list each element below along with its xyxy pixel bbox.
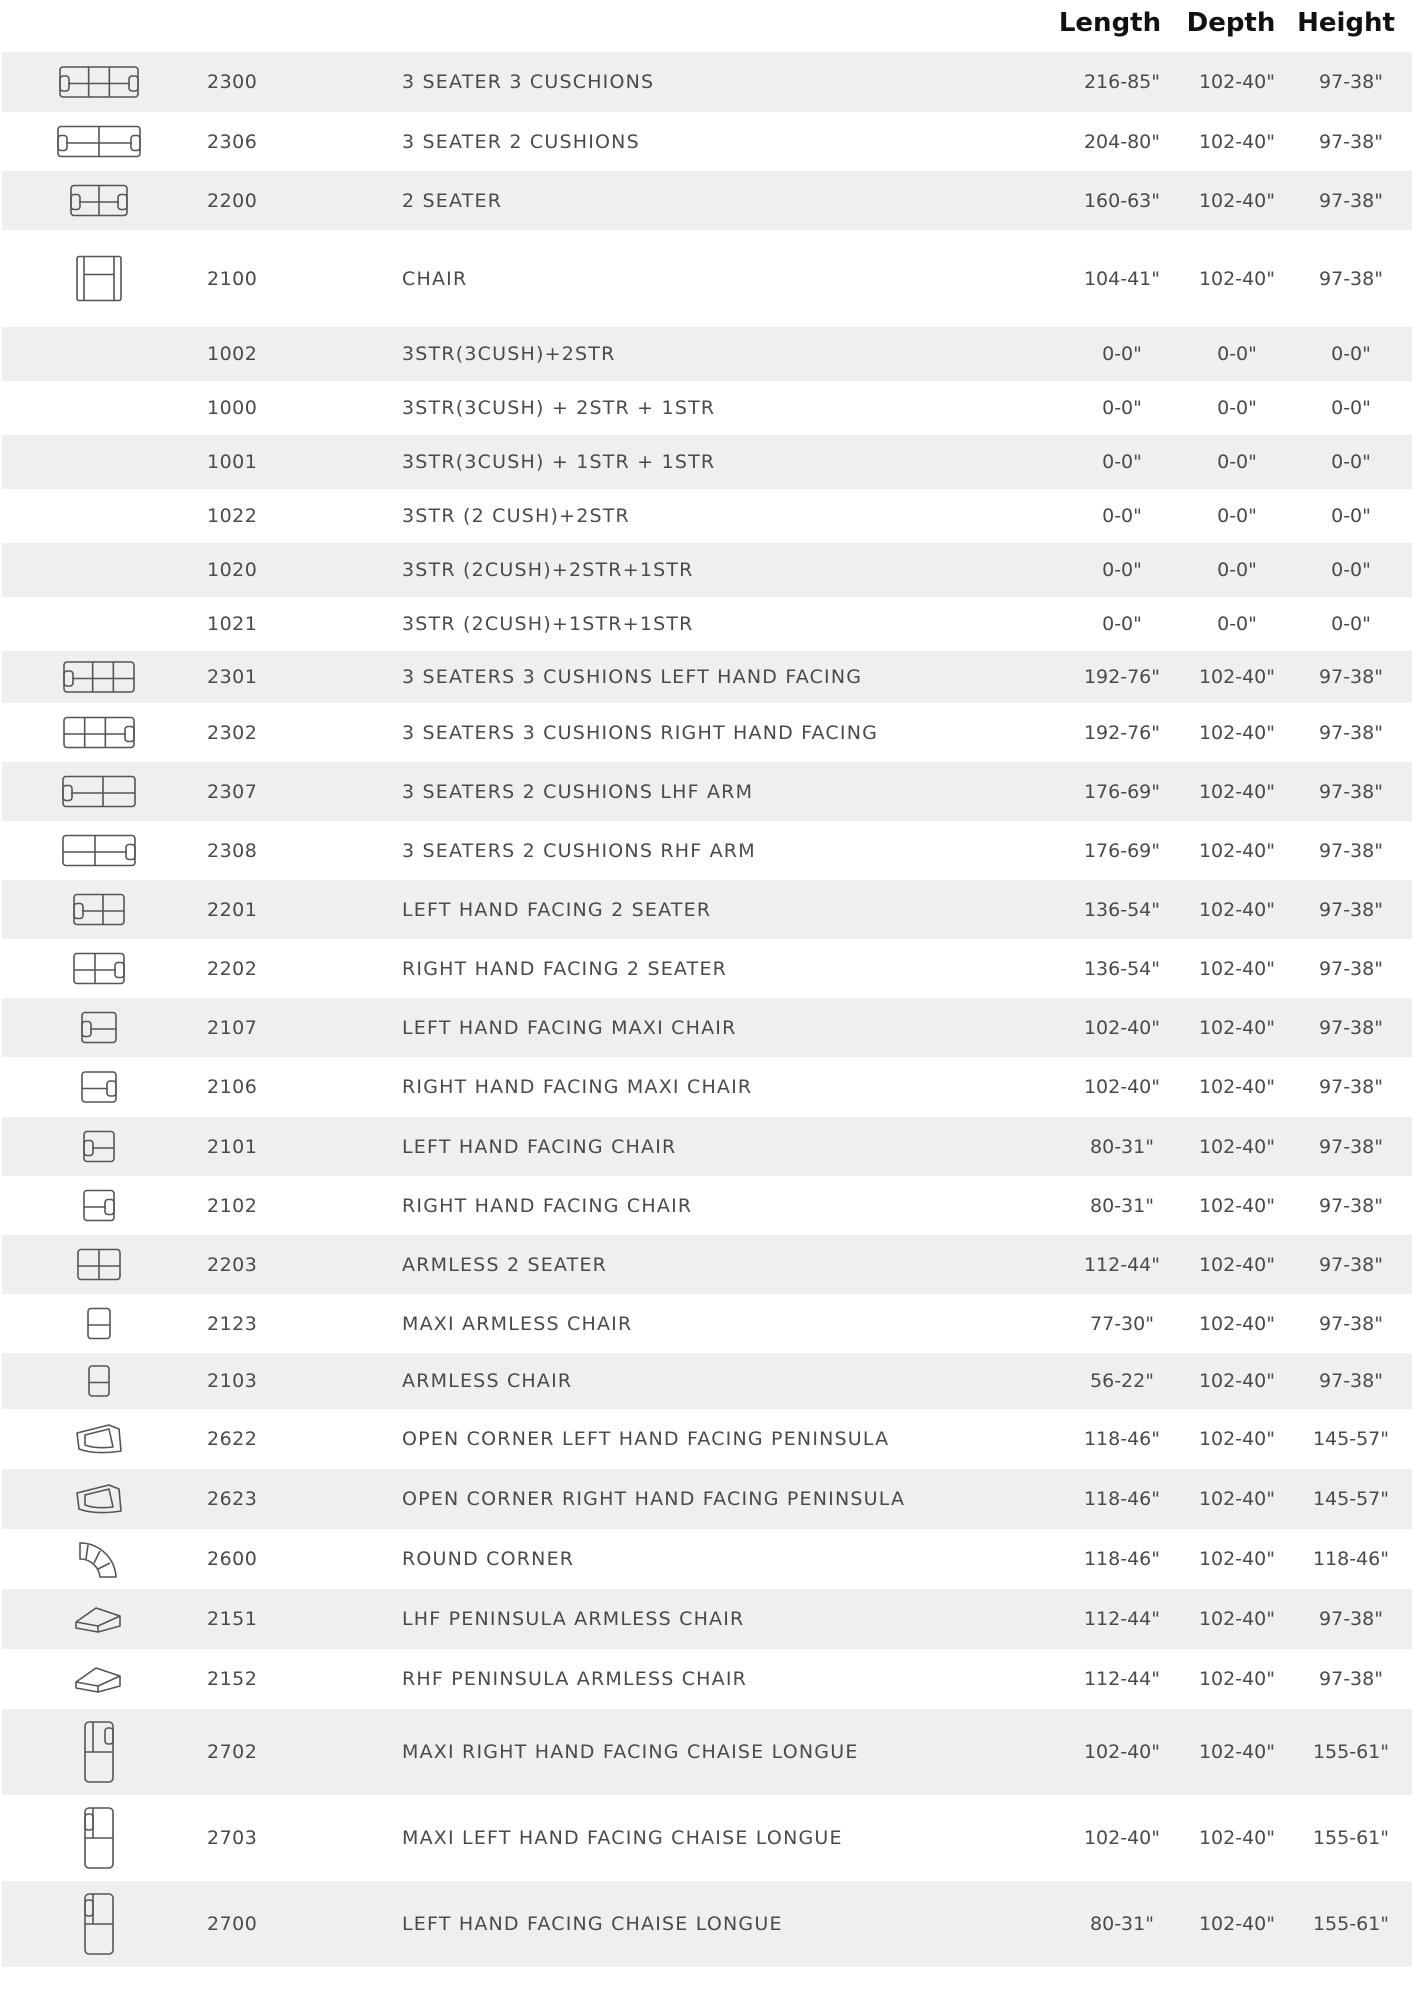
length-value: 80-31" bbox=[1090, 1135, 1154, 1158]
product-code: 1000 bbox=[207, 397, 258, 419]
height-value: 97-38" bbox=[1319, 267, 1383, 290]
product-code: 2151 bbox=[207, 1608, 258, 1630]
product-code: 2703 bbox=[207, 1827, 258, 1849]
chair-rhf-icon bbox=[44, 1176, 154, 1235]
height-value: 0-0" bbox=[1331, 613, 1371, 635]
product-description: 3STR (2 CUSH)+2STR bbox=[402, 505, 630, 527]
height-value: 97-38" bbox=[1319, 1135, 1383, 1158]
depth-value: 102-40" bbox=[1198, 721, 1276, 744]
product-description: 3 SEATERS 3 CUSHIONS RIGHT HAND FACING bbox=[402, 721, 879, 744]
product-code: 2302 bbox=[207, 721, 258, 744]
product-description: RHF PENINSULA ARMLESS CHAIR bbox=[402, 1668, 748, 1690]
armless-chair-icon bbox=[44, 1353, 154, 1409]
length-value: 118-46" bbox=[1083, 1548, 1161, 1570]
maxi-chaise-lhf-icon bbox=[44, 1795, 154, 1881]
chair-lhf-icon bbox=[44, 1117, 154, 1176]
sofa-2cushion-lhf-icon bbox=[44, 762, 154, 821]
table-row bbox=[2, 230, 1412, 327]
product-description: 3STR (2CUSH)+2STR+1STR bbox=[402, 559, 694, 581]
length-value: 112-44" bbox=[1083, 1608, 1161, 1630]
height-value: 97-38" bbox=[1319, 957, 1383, 980]
depth-value: 102-40" bbox=[1198, 1488, 1276, 1510]
height-value: 97-38" bbox=[1319, 1194, 1383, 1217]
table-row bbox=[2, 171, 1412, 230]
height-value: 97-38" bbox=[1319, 1016, 1383, 1039]
length-value: 0-0" bbox=[1102, 559, 1142, 581]
height-value: 97-38" bbox=[1319, 780, 1383, 803]
table-row bbox=[2, 1353, 1412, 1409]
length-value: 192-76" bbox=[1083, 721, 1161, 744]
depth-value: 102-40" bbox=[1198, 267, 1276, 290]
length-value: 0-0" bbox=[1102, 397, 1142, 419]
product-code: 1021 bbox=[207, 613, 258, 635]
depth-value: 0-0" bbox=[1217, 559, 1257, 581]
product-code: 2700 bbox=[207, 1913, 258, 1935]
table-row bbox=[2, 939, 1412, 998]
sofa-3seat-lhf-icon bbox=[44, 651, 154, 703]
height-value: 97-38" bbox=[1319, 898, 1383, 921]
length-value: 192-76" bbox=[1083, 666, 1161, 688]
sofa-2cushion-rhf-icon bbox=[44, 821, 154, 880]
sofa-3seat-rhf-icon bbox=[44, 703, 154, 762]
height-value: 155-61" bbox=[1312, 1741, 1390, 1763]
maxi-chair-lhf-icon bbox=[44, 998, 154, 1057]
table-row bbox=[2, 998, 1412, 1057]
product-code: 2107 bbox=[207, 1016, 258, 1039]
depth-value: 102-40" bbox=[1198, 1608, 1276, 1630]
product-code: 1002 bbox=[207, 343, 258, 365]
table-header bbox=[0, 0, 1414, 52]
chaise-lhf-icon bbox=[44, 1881, 154, 1967]
product-code: 2300 bbox=[207, 71, 258, 93]
chair-icon bbox=[44, 230, 154, 327]
product-code: 2152 bbox=[207, 1668, 258, 1690]
height-value: 97-38" bbox=[1319, 1312, 1383, 1335]
depth-value: 102-40" bbox=[1198, 1194, 1276, 1217]
product-description: 3STR(3CUSH) + 1STR + 1STR bbox=[402, 451, 716, 473]
product-description: 2 SEATER bbox=[402, 189, 503, 212]
empty-icon-cell bbox=[44, 489, 154, 543]
length-value: 56-22" bbox=[1090, 1370, 1154, 1392]
product-description: MAXI RIGHT HAND FACING CHAISE LONGUE bbox=[402, 1741, 859, 1763]
table-row bbox=[2, 703, 1412, 762]
height-value: 155-61" bbox=[1312, 1827, 1390, 1849]
length-value: 80-31" bbox=[1090, 1913, 1154, 1935]
depth-value: 102-40" bbox=[1198, 898, 1276, 921]
height-value: 145-57" bbox=[1312, 1428, 1390, 1450]
table-row bbox=[2, 489, 1412, 543]
product-code: 2123 bbox=[207, 1312, 258, 1335]
product-code: 2203 bbox=[207, 1253, 258, 1276]
product-description: RIGHT HAND FACING 2 SEATER bbox=[402, 957, 728, 980]
length-value: 102-40" bbox=[1083, 1076, 1161, 1098]
table-row bbox=[2, 435, 1412, 489]
length-value: 0-0" bbox=[1102, 343, 1142, 365]
depth-value: 0-0" bbox=[1217, 397, 1257, 419]
table-row bbox=[2, 1795, 1412, 1881]
length-value: 80-31" bbox=[1090, 1194, 1154, 1217]
product-description: LEFT HAND FACING CHAISE LONGUE bbox=[402, 1913, 783, 1935]
maxi-armless-chair-icon bbox=[44, 1294, 154, 1353]
depth-header: Depth bbox=[1186, 8, 1276, 38]
table-row bbox=[2, 821, 1412, 880]
product-description: LEFT HAND FACING MAXI CHAIR bbox=[402, 1016, 737, 1039]
height-value: 0-0" bbox=[1331, 451, 1371, 473]
product-description: 3 SEATERS 3 CUSHIONS LEFT HAND FACING bbox=[402, 666, 863, 688]
product-code: 2102 bbox=[207, 1194, 258, 1217]
height-value: 0-0" bbox=[1331, 559, 1371, 581]
table-row bbox=[2, 1176, 1412, 1235]
product-description: ARMLESS CHAIR bbox=[402, 1370, 573, 1392]
height-value: 155-61" bbox=[1312, 1913, 1390, 1935]
table-row bbox=[2, 1649, 1412, 1709]
open-corner-rhf-icon bbox=[44, 1469, 154, 1529]
depth-value: 102-40" bbox=[1198, 1827, 1276, 1849]
depth-value: 102-40" bbox=[1198, 957, 1276, 980]
length-value: 0-0" bbox=[1102, 505, 1142, 527]
height-value: 97-38" bbox=[1319, 130, 1383, 153]
table-row bbox=[2, 52, 1412, 112]
length-value: 112-44" bbox=[1083, 1668, 1161, 1690]
length-value: 112-44" bbox=[1083, 1253, 1161, 1276]
height-value: 0-0" bbox=[1331, 343, 1371, 365]
empty-icon-cell bbox=[44, 597, 154, 651]
product-description: 3STR(3CUSH) + 2STR + 1STR bbox=[402, 397, 716, 419]
lhf-peninsula-armless-icon bbox=[44, 1589, 154, 1649]
product-code: 2301 bbox=[207, 666, 258, 688]
maxi-chair-rhf-icon bbox=[44, 1057, 154, 1117]
depth-value: 102-40" bbox=[1198, 1548, 1276, 1570]
length-value: 216-85" bbox=[1083, 71, 1161, 93]
length-value: 118-46" bbox=[1083, 1488, 1161, 1510]
depth-value: 102-40" bbox=[1198, 71, 1276, 93]
product-code: 2622 bbox=[207, 1428, 258, 1450]
length-value: 204-80" bbox=[1083, 130, 1161, 153]
sofa-2seat-icon bbox=[44, 171, 154, 230]
sofa-2seat-lhf-icon bbox=[44, 880, 154, 939]
product-code: 2101 bbox=[207, 1135, 258, 1158]
depth-value: 102-40" bbox=[1198, 1913, 1276, 1935]
length-value: 104-41" bbox=[1083, 267, 1161, 290]
depth-value: 102-40" bbox=[1198, 666, 1276, 688]
height-value: 97-38" bbox=[1319, 1668, 1383, 1690]
height-value: 0-0" bbox=[1331, 505, 1371, 527]
length-value: 102-40" bbox=[1083, 1016, 1161, 1039]
height-value: 97-38" bbox=[1319, 1253, 1383, 1276]
table-row bbox=[2, 1057, 1412, 1117]
depth-value: 102-40" bbox=[1198, 1016, 1276, 1039]
product-description: 3 SEATERS 2 CUSHIONS RHF ARM bbox=[402, 839, 756, 862]
product-code: 2100 bbox=[207, 267, 258, 290]
depth-value: 102-40" bbox=[1198, 1135, 1276, 1158]
depth-value: 102-40" bbox=[1198, 780, 1276, 803]
product-code: 2308 bbox=[207, 839, 258, 862]
round-corner-icon bbox=[44, 1529, 154, 1589]
product-description: RIGHT HAND FACING MAXI CHAIR bbox=[402, 1076, 753, 1098]
product-description: RIGHT HAND FACING CHAIR bbox=[402, 1194, 693, 1217]
table-row bbox=[2, 1589, 1412, 1649]
product-code: 2702 bbox=[207, 1741, 258, 1763]
product-code: 2306 bbox=[207, 130, 258, 153]
maxi-chaise-rhf-icon bbox=[44, 1709, 154, 1795]
product-description: MAXI LEFT HAND FACING CHAISE LONGUE bbox=[402, 1827, 843, 1849]
table-row bbox=[2, 112, 1412, 171]
table-row bbox=[2, 543, 1412, 597]
empty-icon-cell bbox=[44, 543, 154, 597]
table-row bbox=[2, 1235, 1412, 1294]
length-value: 136-54" bbox=[1083, 898, 1161, 921]
product-description: 3 SEATER 2 CUSHIONS bbox=[402, 130, 640, 153]
height-value: 97-38" bbox=[1319, 71, 1383, 93]
depth-value: 0-0" bbox=[1217, 343, 1257, 365]
product-code: 2201 bbox=[207, 898, 258, 921]
length-value: 118-46" bbox=[1083, 1428, 1161, 1450]
length-value: 136-54" bbox=[1083, 957, 1161, 980]
product-description: 3STR(3CUSH)+2STR bbox=[402, 343, 616, 365]
height-value: 97-38" bbox=[1319, 1608, 1383, 1630]
depth-value: 102-40" bbox=[1198, 1312, 1276, 1335]
table-row bbox=[2, 1469, 1412, 1529]
product-description: LEFT HAND FACING CHAIR bbox=[402, 1135, 677, 1158]
depth-value: 102-40" bbox=[1198, 1668, 1276, 1690]
rhf-peninsula-armless-icon bbox=[44, 1649, 154, 1709]
table-row bbox=[2, 327, 1412, 381]
height-value: 145-57" bbox=[1312, 1488, 1390, 1510]
product-code: 2103 bbox=[207, 1370, 258, 1392]
product-description: LEFT HAND FACING 2 SEATER bbox=[402, 898, 712, 921]
height-value: 97-38" bbox=[1319, 666, 1383, 688]
table-row bbox=[2, 880, 1412, 939]
depth-value: 0-0" bbox=[1217, 505, 1257, 527]
height-value: 97-38" bbox=[1319, 1370, 1383, 1392]
sofa-2seat-rhf-icon bbox=[44, 939, 154, 998]
length-value: 77-30" bbox=[1090, 1312, 1154, 1335]
length-value: 102-40" bbox=[1083, 1827, 1161, 1849]
product-code: 2623 bbox=[207, 1488, 258, 1510]
table-row bbox=[2, 1409, 1412, 1469]
product-description: ARMLESS 2 SEATER bbox=[402, 1253, 608, 1276]
length-value: 176-69" bbox=[1083, 839, 1161, 862]
table-row bbox=[2, 597, 1412, 651]
product-code: 2600 bbox=[207, 1548, 258, 1570]
sofa-3seat-2cushion-icon bbox=[44, 112, 154, 171]
product-code: 1020 bbox=[207, 559, 258, 581]
depth-value: 102-40" bbox=[1198, 1370, 1276, 1392]
table-row bbox=[2, 762, 1412, 821]
product-code: 2106 bbox=[207, 1076, 258, 1098]
length-value: 176-69" bbox=[1083, 780, 1161, 803]
height-value: 97-38" bbox=[1319, 189, 1383, 212]
product-code: 1022 bbox=[207, 505, 258, 527]
product-description: 3 SEATERS 2 CUSHIONS LHF ARM bbox=[402, 780, 754, 803]
depth-value: 102-40" bbox=[1198, 839, 1276, 862]
height-value: 97-38" bbox=[1319, 839, 1383, 862]
depth-value: 102-40" bbox=[1198, 1741, 1276, 1763]
table-row bbox=[2, 651, 1412, 703]
table-row bbox=[2, 381, 1412, 435]
open-corner-lhf-icon bbox=[44, 1409, 154, 1469]
length-value: 160-63" bbox=[1083, 189, 1161, 212]
empty-icon-cell bbox=[44, 381, 154, 435]
product-description: OPEN CORNER RIGHT HAND FACING PENINSULA bbox=[402, 1488, 906, 1510]
length-header: Length bbox=[1058, 8, 1162, 38]
armless-2seat-icon bbox=[44, 1235, 154, 1294]
product-description: 3STR (2CUSH)+1STR+1STR bbox=[402, 613, 694, 635]
table-row bbox=[2, 1294, 1412, 1353]
depth-value: 102-40" bbox=[1198, 1253, 1276, 1276]
depth-value: 102-40" bbox=[1198, 189, 1276, 212]
height-value: 118-46" bbox=[1312, 1548, 1390, 1570]
product-code: 2200 bbox=[207, 189, 258, 212]
height-header: Height bbox=[1297, 8, 1395, 38]
empty-icon-cell bbox=[44, 327, 154, 381]
depth-value: 102-40" bbox=[1198, 1428, 1276, 1450]
product-description: CHAIR bbox=[402, 267, 468, 290]
product-description: ROUND CORNER bbox=[402, 1548, 575, 1570]
depth-value: 0-0" bbox=[1217, 451, 1257, 473]
height-value: 97-38" bbox=[1319, 1076, 1383, 1098]
depth-value: 102-40" bbox=[1198, 130, 1276, 153]
table-row bbox=[2, 1709, 1412, 1795]
sofa-3seat-3cushion-icon bbox=[44, 52, 154, 112]
table-row bbox=[2, 1529, 1412, 1589]
height-value: 0-0" bbox=[1331, 397, 1371, 419]
empty-icon-cell bbox=[44, 435, 154, 489]
product-description: LHF PENINSULA ARMLESS CHAIR bbox=[402, 1608, 745, 1630]
product-code: 2307 bbox=[207, 780, 258, 803]
product-code: 2202 bbox=[207, 957, 258, 980]
length-value: 0-0" bbox=[1102, 613, 1142, 635]
length-value: 0-0" bbox=[1102, 451, 1142, 473]
product-description: MAXI ARMLESS CHAIR bbox=[402, 1312, 633, 1335]
product-description: OPEN CORNER LEFT HAND FACING PENINSULA bbox=[402, 1428, 890, 1450]
depth-value: 0-0" bbox=[1217, 613, 1257, 635]
length-value: 102-40" bbox=[1083, 1741, 1161, 1763]
product-description: 3 SEATER 3 CUSCHIONS bbox=[402, 71, 655, 93]
table-row bbox=[2, 1881, 1412, 1967]
height-value: 97-38" bbox=[1319, 721, 1383, 744]
product-code: 1001 bbox=[207, 451, 258, 473]
depth-value: 102-40" bbox=[1198, 1076, 1276, 1098]
product-dimensions-table bbox=[0, 52, 1414, 1967]
table-row bbox=[2, 1117, 1412, 1176]
